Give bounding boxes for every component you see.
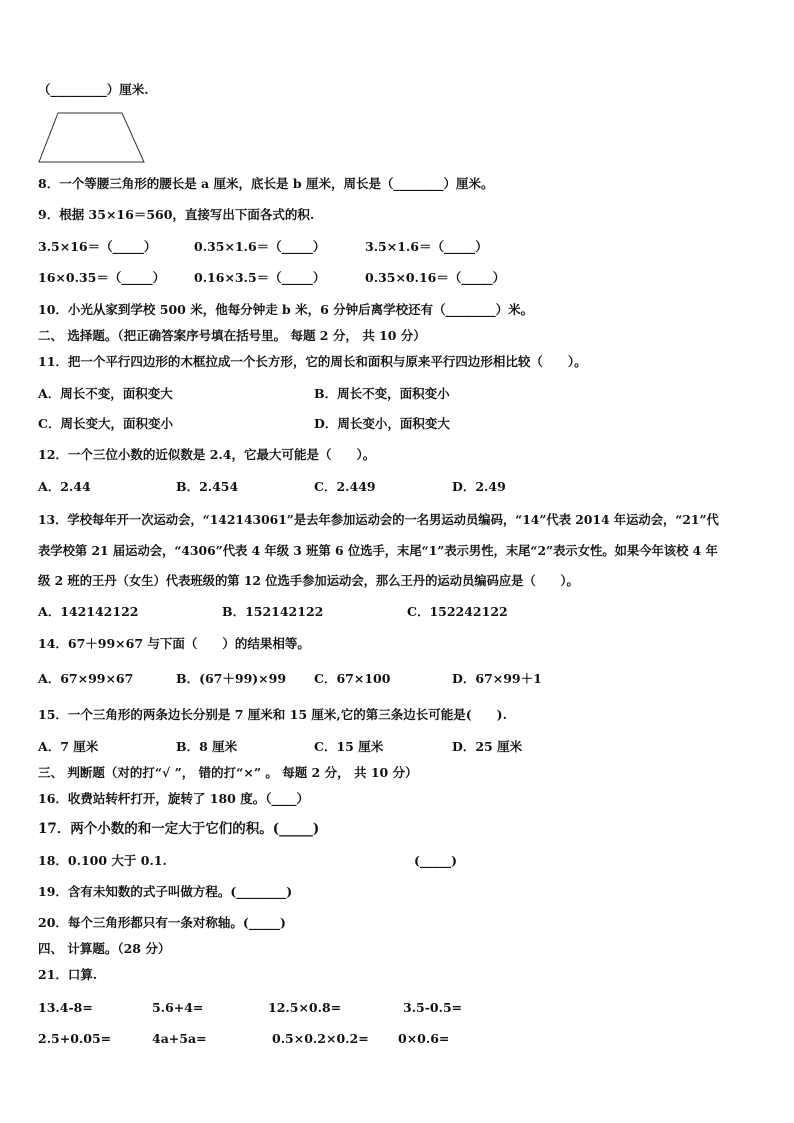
q14-option-a: A．67×99×67 — [38, 671, 134, 686]
q13-option-a: A．142142122 — [38, 604, 139, 619]
q11-option-d: D．周长变小，面积变大 — [314, 416, 450, 431]
calc-item-1: 13.4-8= — [38, 1000, 93, 1015]
trapezoid-figure — [36, 110, 148, 166]
question-9: 9．根据 35×16＝560，直接写出下面各式的积. — [38, 207, 315, 222]
q11-option-b: B．周长不变，面积变小 — [314, 386, 450, 401]
q15-option-b: B．8 厘米 — [176, 739, 238, 754]
question-15: 15．一个三角形的两条边长分别是 7 厘米和 15 厘米,它的第三条边长可能是( ). — [38, 707, 507, 722]
question-13-line-1: 13．学校每年开一次运动会，“142143061”是去年参加运动会的一名男运动员编码，“14”代表 2014 年运动会，“21”代 — [38, 512, 719, 527]
q9-item-2: 0.35×1.6＝（_____） — [194, 239, 326, 254]
calc-item-2: 5.6+4= — [152, 1000, 204, 1015]
q12-option-a: A．2.44 — [38, 479, 91, 494]
q14-option-c: C．67×100 — [314, 671, 391, 686]
question-14: 14．67＋99×67 与下面（ ）的结果相等。 — [38, 636, 310, 651]
question-18: 18．0.100 大于 0.1. — [38, 853, 167, 868]
question-17: 17．两个小数的和一定大于它们的积。(_____) — [38, 821, 320, 837]
q13-option-c: C．152242122 — [407, 604, 508, 619]
calc-item-6: 4a+5a= — [152, 1031, 207, 1046]
calc-item-7: 0.5×0.2×0.2= — [272, 1031, 369, 1046]
q13-option-b: B．152142122 — [222, 604, 324, 619]
section-2-heading: 二、 选择题。（把正确答案序号填在括号里。 每题 2 分， 共 10 分） — [38, 328, 426, 343]
q11-option-c: C．周长变大，面积变小 — [38, 416, 173, 431]
q9-item-5: 0.16×3.5＝（_____） — [194, 270, 326, 285]
q9-item-3: 3.5×1.6＝（_____） — [365, 239, 488, 254]
q15-option-d: D．25 厘米 — [452, 739, 523, 754]
question-20: 20．每个三角形都只有一条对称轴。(_____) — [38, 915, 286, 930]
question-11: 11．把一个平行四边形的木框拉成一个长方形，它的周长和面积与原来平行四边形相比较（ ）。 — [38, 354, 587, 369]
section-3-heading: 三、 判断题（对的打“√ ”， 错的打“×” 。 每题 2 分， 共 10 分） — [38, 765, 418, 780]
question-12: 12．一个三位小数的近似数是 2.4，它最大可能是（ ）。 — [38, 447, 376, 462]
question-10: 10．小光从家到学校 500 米，他每分钟走 b 米，6 分钟后离学校还有（________）米。 — [38, 302, 534, 317]
q11-option-a: A．周长不变，面积变大 — [38, 386, 173, 401]
calc-item-4: 3.5-0.5= — [403, 1000, 463, 1015]
q7-answer-line: （_________）厘米. — [38, 82, 149, 97]
q14-option-d: D．67×99＋1 — [452, 671, 542, 686]
q9-item-6: 0.35×0.16＝（_____） — [365, 270, 506, 285]
question-21: 21．口算. — [38, 967, 98, 982]
calc-item-5: 2.5+0.05= — [38, 1031, 112, 1046]
question-16: 16．收费站转杆打开，旋转了 180 度。（____） — [38, 791, 309, 806]
question-8: 8．一个等腰三角形的腰长是 a 厘米，底长是 b 厘米，周长是（________）厘米。 — [38, 176, 494, 191]
calc-item-3: 12.5×0.8= — [268, 1000, 342, 1015]
q18-answer-blank: (_____) — [414, 853, 458, 868]
calc-item-8: 0×0.6= — [398, 1031, 450, 1046]
q15-option-c: C．15 厘米 — [314, 739, 384, 754]
q12-option-c: C．2.449 — [314, 479, 376, 494]
q15-option-a: A．7 厘米 — [38, 739, 99, 754]
q12-option-b: B．2.454 — [176, 479, 239, 494]
q14-option-b: B．(67＋99)×99 — [176, 671, 287, 686]
q12-option-d: D．2.49 — [452, 479, 506, 494]
question-13-line-2: 表学校第 21 届运动会，“4306”代表 4 年级 3 班第 6 位选手，末尾“1”表示男性，末尾“2”表示女性。如果今年该校 4 年 — [38, 543, 718, 558]
question-13-line-3: 级 2 班的王丹（女生）代表班级的第 12 位选手参加运动会，那么王丹的运动员编码应是（ ）。 — [38, 573, 579, 588]
question-19: 19．含有未知数的式子叫做方程。(________) — [38, 884, 293, 899]
q9-item-4: 16×0.35＝（_____） — [38, 270, 166, 285]
section-4-heading: 四、 计算题。（28 分） — [38, 941, 171, 956]
q9-item-1: 3.5×16＝（_____） — [38, 239, 157, 254]
